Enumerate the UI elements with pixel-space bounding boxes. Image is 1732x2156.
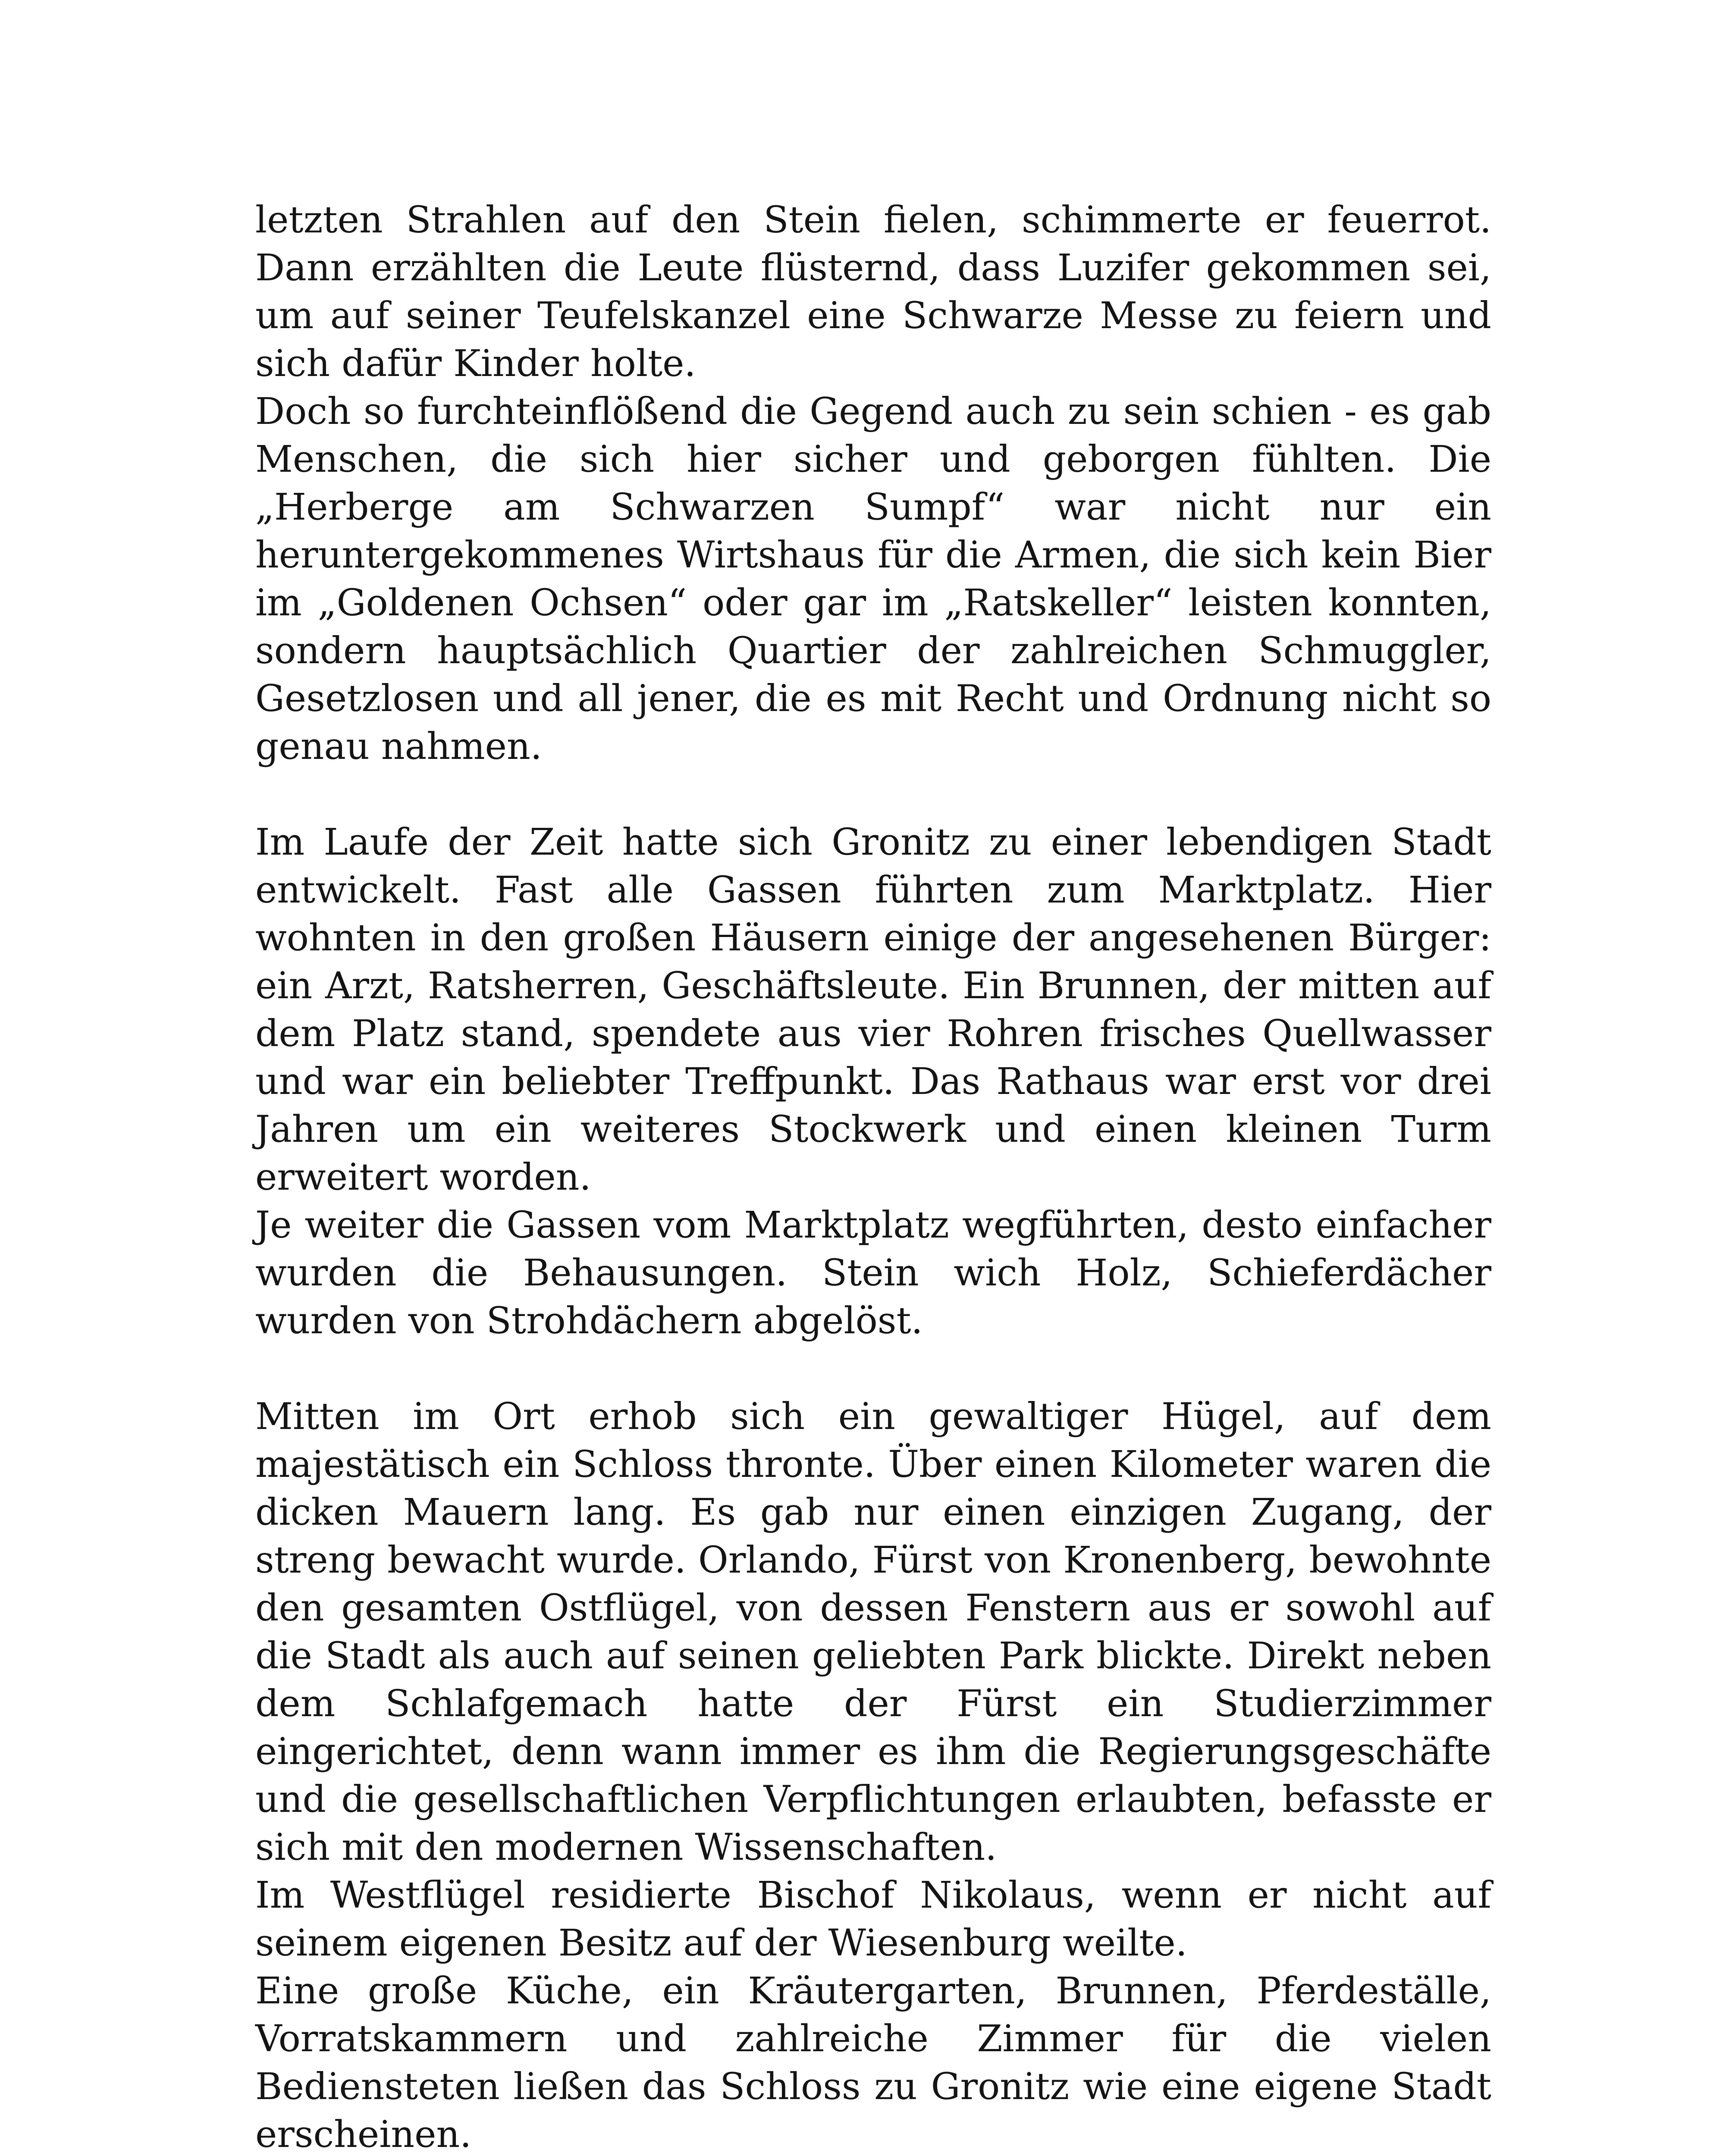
section-break [255,1345,1491,1393]
paragraph: Doch so furchteinflößend die Gegend auch zu sein schien - es gab Menschen, die sich hier sicher und geborgen fühlten. Die „Herberge am Schwarzen Sumpf“ war nicht nur ein heruntergekommenes Wirtshaus für die Armen, die sich kein Bier im „Goldenen Ochsen“ oder gar im „Ratskeller“ leisten konnten, sondern hauptsächlich Quartier der zahlreichen Schmuggler, Gesetzlosen und all jener, die es mit Recht und Ordnung nicht so genau nahmen. [255,390,1491,768]
section-break [255,771,1491,818]
paragraph: letzten Strahlen auf den Stein fielen, schimmerte er feuerrot. Dann erzählten die Leute flüsternd, dass Luzifer gekommen sei, um auf seiner Teufelskanzel eine Schwarze Messe zu feiern und sich dafür Kinder holte. [255,199,1491,385]
paragraph: Je weiter die Gassen vom Marktplatz wegführten, desto einfacher wurden die Behausungen. Stein wich Holz, Schieferdächer wurden von Strohdächern abgelöst. [255,1204,1491,1342]
body-text [255,196,1491,2156]
paragraph: Im Laufe der Zeit hatte sich Gronitz zu einer lebendigen Stadt entwickelt. Fast alle Gassen führten zum Marktplatz. Hier wohnten in den großen Häusern einige der angesehenen Bürger: ein Arzt, Ratsherren, Geschäftsleute. Ein Brunnen, der mitten auf dem Platz stand, spendete aus vier Rohren frisches Quellwasser und war ein beliebter Treffpunkt. Das Rathaus war erst vor drei Jahren um ein weiteres Stockwerk und einen kleinen Turm erweitert worden. [255,821,1491,1199]
paragraph: Im Westflügel residierte Bischof Nikolaus, wenn er nicht auf seinem eigenen Besitz auf der Wiesenburg weilte. [255,1874,1491,1965]
paragraph: Eine große Küche, ein Kräutergarten, Brunnen, Pferdeställe, Vorratskammern und zahlreiche Zimmer für die vielen Bediensteten ließen das Schloss zu Gronitz wie eine eigene Stadt erscheinen. [255,1970,1491,2156]
paragraph: Mitten im Ort erhob sich ein gewaltiger Hügel, auf dem majestätisch ein Schloss thronte. Über einen Kilometer waren die dicken Mauern lang. Es gab nur einen einzigen Zugang, der streng bewacht wurde. Orlando, Fürst von Kronenberg, bewohnte den gesamten Ostflügel, von dessen Fenstern aus er sowohl auf die Stadt als auch auf seinen geliebten Park blickte. Direkt neben dem Schlafgemach hatte der Fürst ein Studierzimmer eingerichtet, denn wann immer es ihm die Regierungsgeschäfte und die gesellschaftlichen Verpflichtungen erlaubten, befasste er sich mit den modernen Wissenschaften. [255,1395,1491,1869]
